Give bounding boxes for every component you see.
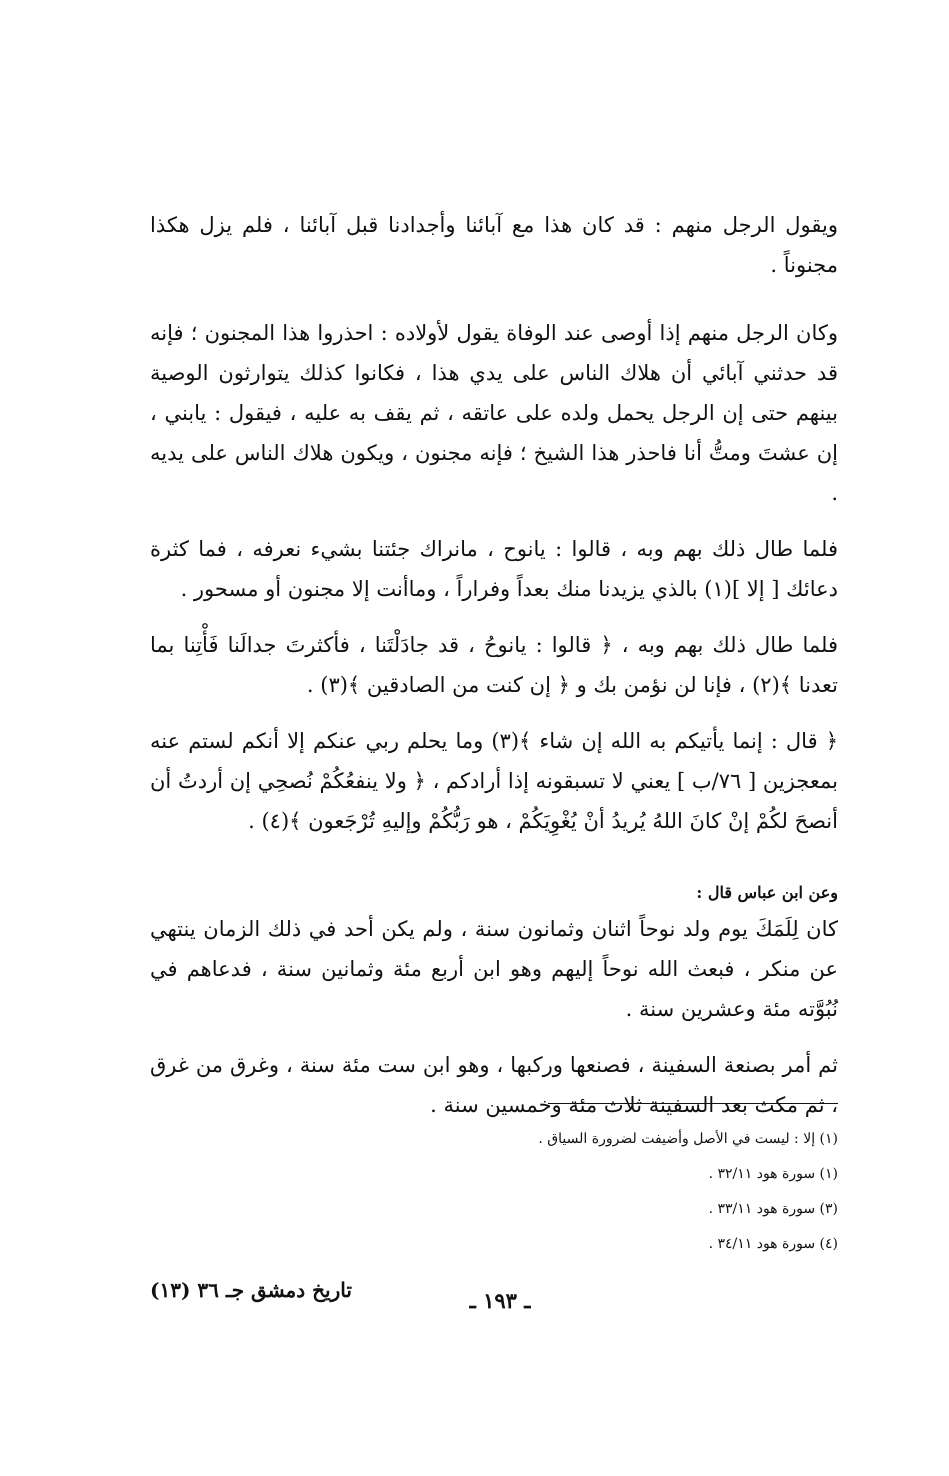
footnote: (٣) سورة هود ٣٣/١١ .	[708, 1201, 838, 1217]
running-footer-title: تاريخ دمشق جـ ٣٦ (١٣)	[150, 1278, 352, 1302]
paragraph: فلما طال ذلك بهم وبه ، ﴿ قالوا : يانوحُ ، قد جادَلْتَنا ، فأكثرتَ جدالَنا فَأْتِنا بما تعدنا ﴾(٢) ، فإنا لن نؤمن بك و ﴿ إن كنت من الصادقين ﴾(٣) .	[150, 633, 838, 697]
paragraph: كان لِلَمَكَ يوم ولد نوحاً اثنان وثمانون سنة ، ولم يكن أحد في ذلك الزمان ينتهي عن منكر ، فبعث الله نوحاً إليهم وهو ابن أربع مئة وثمانين سنة ، فدعاهم في نُبُوَّته مئة وعشرين سنة .	[150, 917, 838, 1021]
footnotes	[300, 1122, 838, 1262]
footnote-divider	[548, 1103, 838, 1104]
footnote: (١) سورة هود ٣٢/١١ .	[708, 1166, 838, 1182]
attribution-line: وعن ابن عباس قال :	[696, 883, 838, 902]
footnote: (٤) سورة هود ٣٤/١١ .	[708, 1236, 838, 1252]
main-text	[150, 205, 838, 1125]
paragraph: ثم أمر بصنعة السفينة ، فصنعها وركبها ، وهو ابن ست مئة سنة ، وغرق من غرق ، ثم مكث بعد السفينة ثلاث مئة وخمسين سنة .	[150, 1053, 838, 1117]
page-number: ـ ١٩٣ ـ	[469, 1288, 531, 1313]
paragraph: فلما طال ذلك بهم وبه ، قالوا : يانوح ، مانراك جئتنا بشيء نعرفه ، فما كثرة دعائك [ إلا ](١) بالذي يزيدنا منك بعداً وفراراً ، وماأنت إلا مجنون أو مسحور .	[150, 537, 838, 601]
paragraph: وكان الرجل منهم إذا أوصى عند الوفاة يقول لأولاده : احذروا هذا المجنون ؛ فإنه قد حدثني آبائي أن هلاك الناس على يدي هذا ، فكانوا كذلك يتوارثون الوصية بينهم حتى إن الرجل يحمل ولده على عاتقه ، ثم يقف به عليه ، فيقول : يابني ، إن عشتَ ومتُّ أنا فاحذر هذا الشيخ ؛ فإنه مجنون ، ويكون هلاك الناس على يديه .	[150, 321, 838, 505]
paragraph: ﴿ قال : إنما يأتيكم به الله إن شاء ﴾(٣) وما يحلم ربي عنكم إلا أنكم لستم عنه بمعجزين [ ٧٦/ب ] يعني لا تسبقونه إذا أرادكم ، ﴿ ولا ينفعُكُمْ نُصحِي إن أردتُ أن أنصحَ لكُمْ إنْ كانَ اللهُ يُريدُ أنْ يُغْوِيَكُمْ ، هو رَبُّكُمْ وإليهِ تُرْجَعون ﴾(٤) .	[150, 729, 838, 833]
footnote: (١) إلا : ليست في الأصل وأضيفت لضرورة السياق .	[538, 1131, 838, 1147]
paragraph: ويقول الرجل منهم : قد كان هذا مع آبائنا وأجدادنا قبل آبائنا ، فلم يزل هكذا مجنوناً .	[150, 213, 838, 277]
